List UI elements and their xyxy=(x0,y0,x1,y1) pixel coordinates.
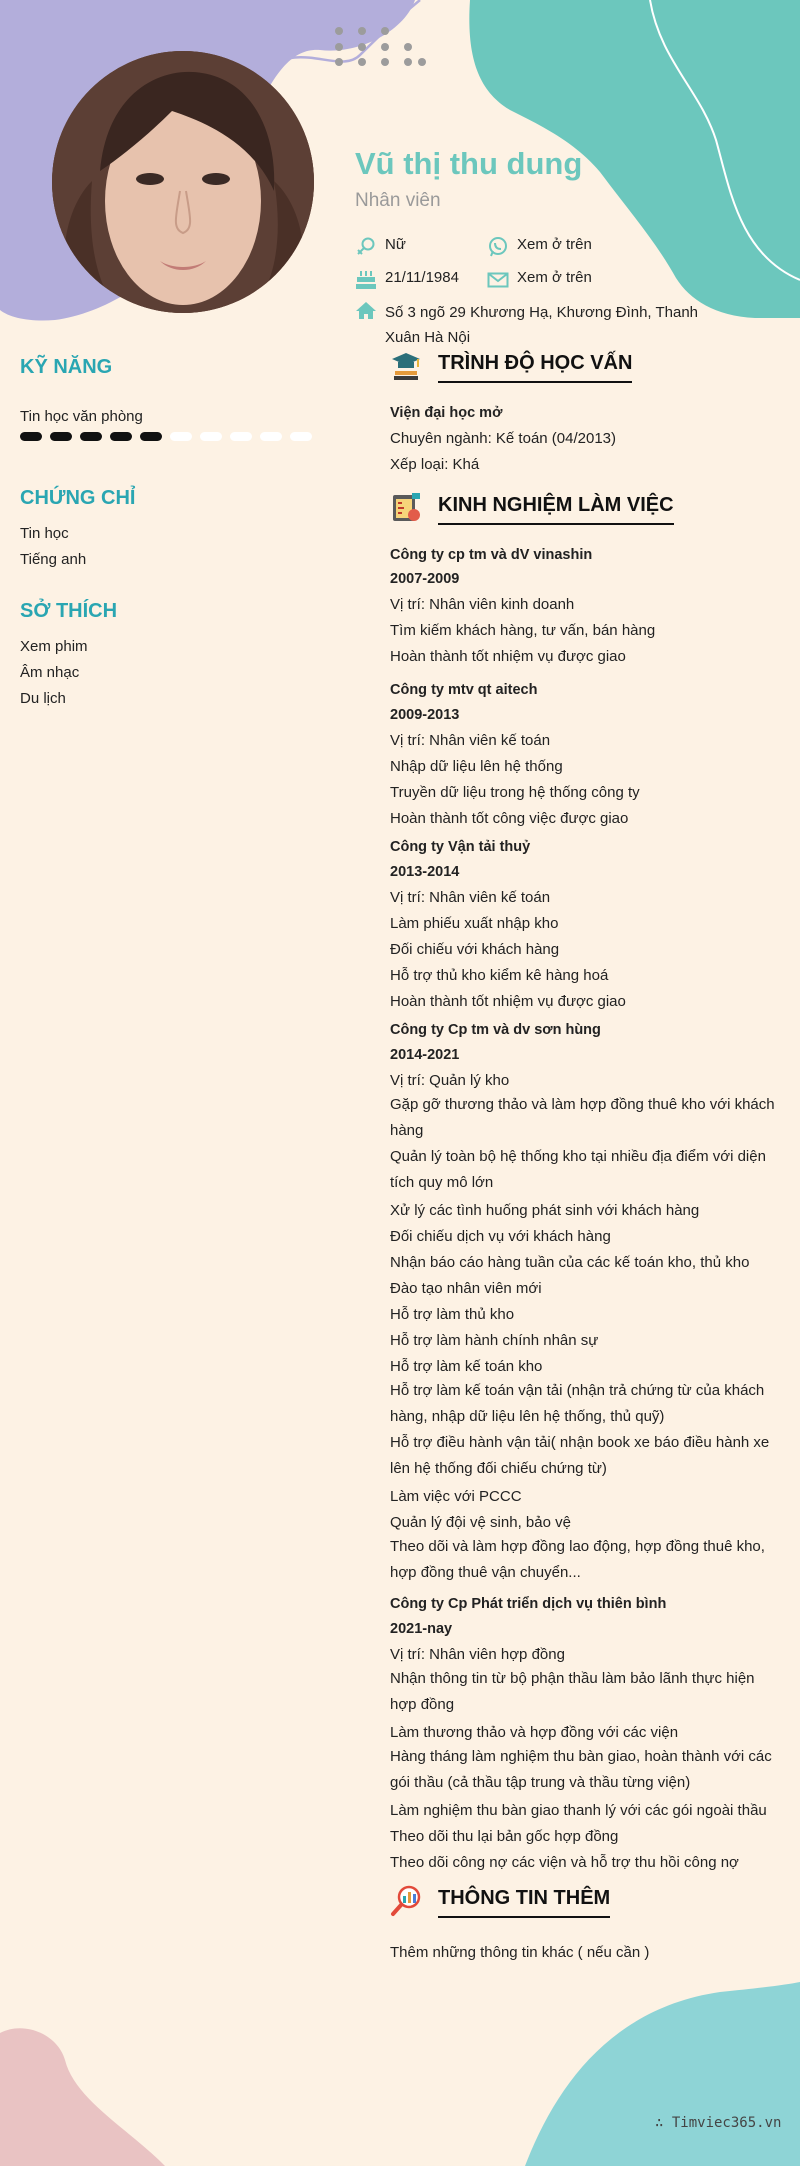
gender-value: Nữ xyxy=(385,236,406,253)
job-title: Nhân viên xyxy=(355,190,441,211)
certificate-item: Tiếng anh xyxy=(20,551,87,568)
email-icon xyxy=(487,269,509,291)
phone-value: Xem ở trên xyxy=(517,236,592,253)
job-detail: Truyền dữ liệu trong hệ thống công ty xyxy=(390,784,640,801)
skill-dash-empty xyxy=(290,432,312,441)
skill-dash-empty xyxy=(200,432,222,441)
gender-icon xyxy=(355,236,377,258)
job-detail: Đào tạo nhân viên mới xyxy=(390,1280,542,1297)
job-detail: Đối chiếu dịch vụ với khách hàng xyxy=(390,1228,611,1245)
skill-dash-empty xyxy=(230,432,252,441)
job-detail: Vị trí: Nhân viên kế toán xyxy=(390,732,551,749)
job-detail: Nhận báo cáo hàng tuần của các kế toán kho, thủ kho xyxy=(390,1254,750,1271)
job-detail: Quản lý đội vệ sinh, bảo vệ xyxy=(390,1514,571,1531)
cyan-blob xyxy=(525,1982,800,2166)
job-period: 2021-nay xyxy=(390,1621,453,1637)
birthday-field xyxy=(355,269,459,291)
job-detail: Hỗ trợ làm kế toán kho xyxy=(390,1358,543,1375)
job-detail: Hoàn thành tốt nhiệm vụ được giao xyxy=(390,648,626,665)
hobbies-heading: SỞ THÍCH xyxy=(20,600,118,622)
job-detail: Hỗ trợ làm hành chính nhân sự xyxy=(390,1332,599,1349)
education-grade: Xếp loại: Khá xyxy=(390,456,480,473)
job-period: 2007-2009 xyxy=(390,571,460,587)
job-detail: Hoàn thành tốt công việc được giao xyxy=(390,810,629,827)
job-detail: Tìm kiếm khách hàng, tư vấn, bán hàng xyxy=(390,622,656,639)
skill-name: Tin học văn phòng xyxy=(20,408,143,425)
job-detail: Vị trí: Nhân viên kế toán xyxy=(390,889,551,906)
email-field xyxy=(487,269,592,291)
job-detail: Hỗ trợ làm thủ kho xyxy=(390,1306,515,1323)
candidate-name: Vũ thị thu dung xyxy=(355,146,583,181)
job-detail: Hỗ trợ điều hành vận tải( nhận book xe báo điều hành xe lên hệ thống đối chiếu chứng từ) xyxy=(390,1434,770,1477)
home-icon xyxy=(355,300,377,322)
job-detail: Nhập dữ liệu lên hệ thống xyxy=(390,758,563,775)
skill-dash-filled xyxy=(110,432,132,441)
job-period: 2009-2013 xyxy=(390,707,460,723)
certificates-heading: CHỨNG CHỈ xyxy=(20,487,136,509)
job-detail: Gặp gỡ thương thảo và làm hợp đồng thuê kho với khách hàng xyxy=(390,1096,775,1139)
phone-field xyxy=(487,236,592,258)
phone-icon xyxy=(487,236,509,258)
magnifier-chart-icon xyxy=(390,1884,422,1918)
certificate-item: Tin học xyxy=(20,525,69,542)
birthday-value: 21/11/1984 xyxy=(385,269,459,286)
avatar xyxy=(52,51,314,313)
job-detail: Hàng tháng làm nghiệm thu bàn giao, hoàn thành với các gói thầu (cả thầu tập trung và thầu từng viện) xyxy=(390,1748,772,1791)
pink-blob xyxy=(0,2028,165,2166)
job-detail: Hỗ trợ làm kế toán vận tải (nhận trả chứng từ của khách hàng, nhập dữ liệu lên hệ thống, thủ quỹ) xyxy=(390,1382,765,1425)
job-detail: Làm thương thảo và hợp đồng với các viện xyxy=(390,1724,679,1741)
job-detail: Làm nghiệm thu bàn giao thanh lý với các gói ngoài thầu xyxy=(390,1802,767,1819)
job-detail: Vị trí: Quản lý kho xyxy=(390,1072,510,1089)
job-detail: Vị trí: Nhân viên kinh doanh xyxy=(390,596,575,613)
experience-title: KINH NGHIỆM LÀM VIỆC xyxy=(438,494,674,525)
address-value: Số 3 ngõ 29 Khương Hạ, Khương Đình, Thanh Xuân Hà Nội xyxy=(385,304,699,346)
skill-dash-empty xyxy=(170,432,192,441)
skill-dash-filled xyxy=(50,432,72,441)
birthday-cake-icon xyxy=(355,269,377,291)
hobby-item: Du lịch xyxy=(20,690,66,707)
brand-watermark: ∴ Timviec365.vn xyxy=(655,2115,782,2131)
job-detail: Theo dõi thu lại bản gốc hợp đồng xyxy=(390,1828,619,1845)
job-detail: Vị trí: Nhân viên hợp đồng xyxy=(390,1646,565,1663)
skill-dash-filled xyxy=(140,432,162,441)
skill-dash-filled xyxy=(20,432,42,441)
additional-header xyxy=(390,1884,610,1918)
job-period: 2013-2014 xyxy=(390,864,460,880)
experience-header xyxy=(390,491,674,525)
skill-dash-empty xyxy=(260,432,282,441)
job-detail: Hoàn thành tốt nhiệm vụ được giao xyxy=(390,993,626,1010)
briefcase-checklist-icon xyxy=(390,491,422,525)
additional-title: THÔNG TIN THÊM xyxy=(438,1887,610,1918)
hobby-item: Xem phim xyxy=(20,638,88,655)
email-value: Xem ở trên xyxy=(517,269,592,286)
job-period: 2014-2021 xyxy=(390,1047,460,1063)
education-major: Chuyên ngành: Kế toán (04/2013) xyxy=(390,430,617,447)
job-detail: Xử lý các tình huống phát sinh với khách hàng xyxy=(390,1202,700,1219)
gender-field xyxy=(355,236,406,258)
company-name: Công ty Cp Phát triển dịch vụ thiên bình xyxy=(390,1596,667,1612)
job-detail: Làm phiếu xuất nhập kho xyxy=(390,915,559,932)
graduation-cap-icon xyxy=(390,349,422,383)
education-header xyxy=(390,349,632,383)
job-detail: Quản lý toàn bộ hệ thống kho tại nhiều địa điểm với diện tích quy mô lớn xyxy=(390,1148,766,1191)
company-name: Công ty Vận tải thuỷ xyxy=(390,839,531,855)
company-name: Công ty cp tm và dV vinashin xyxy=(390,547,593,563)
company-name: Công ty Cp tm và dv sơn hùng xyxy=(390,1022,601,1038)
job-detail: Theo dõi và làm hợp đồng lao động, hợp đồng thuê kho, hợp đồng thuê vận chuyển... xyxy=(390,1538,765,1581)
additional-text: Thêm những thông tin khác ( nếu cần ) xyxy=(390,1944,650,1961)
job-detail: Đối chiếu với khách hàng xyxy=(390,941,560,958)
address-field xyxy=(355,300,725,350)
job-detail: Nhận thông tin từ bộ phận thầu làm bảo lãnh thực hiện hợp đồng xyxy=(390,1670,755,1713)
company-name: Công ty mtv qt aitech xyxy=(390,682,538,698)
profile-photo xyxy=(52,51,314,313)
skill-level-bar xyxy=(20,431,320,443)
job-detail: Hỗ trợ thủ kho kiểm kê hàng hoá xyxy=(390,967,609,984)
skills-heading: KỸ NĂNG xyxy=(20,356,113,378)
education-school: Viện đại học mở xyxy=(390,405,503,421)
hobby-item: Âm nhạc xyxy=(20,664,80,681)
skill-dash-filled xyxy=(80,432,102,441)
education-title: TRÌNH ĐỘ HỌC VẤN xyxy=(438,352,632,383)
job-detail: Theo dõi công nợ các viện và hỗ trợ thu hồi công nợ xyxy=(390,1854,739,1871)
job-detail: Làm việc với PCCC xyxy=(390,1488,522,1505)
